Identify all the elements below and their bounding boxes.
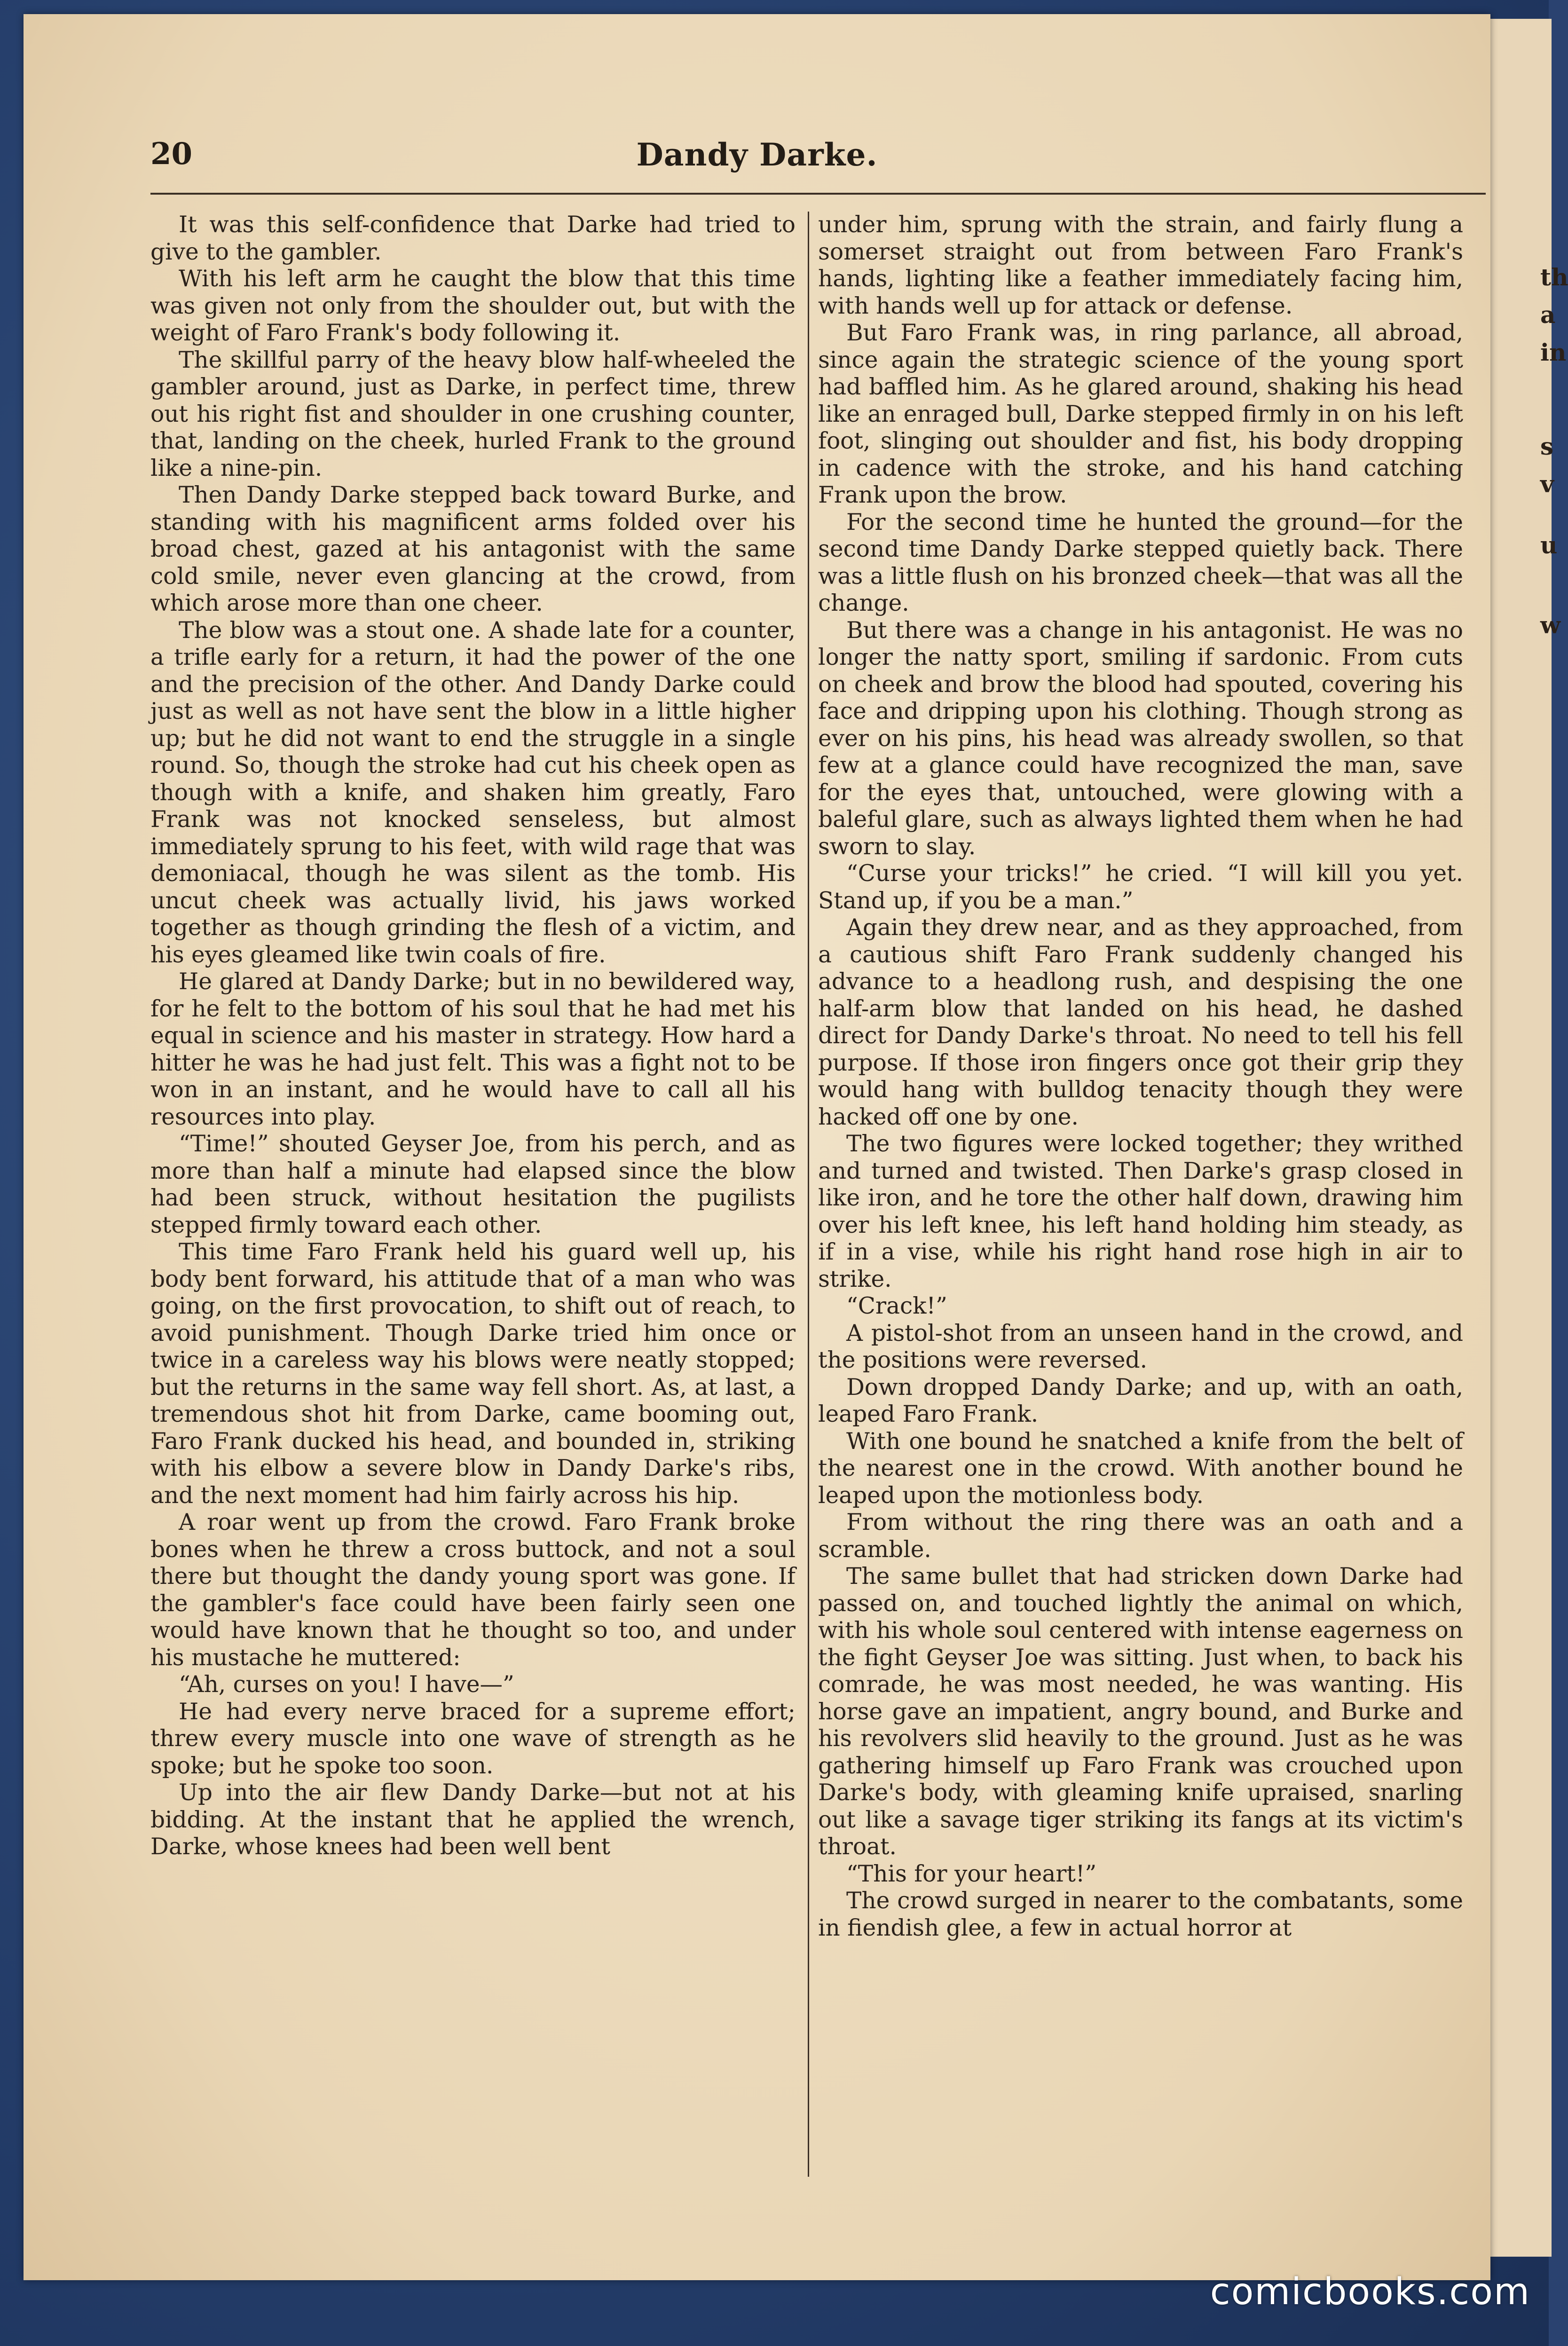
paragraph: The skillful parry of the heavy blow half-wheeled the gambler around, just as Darke, in perfect time, threw out his right fist and shoulder in one crushing counter, that, landing on the cheek, hurled Frank to the ground like a nine-pin. xyxy=(150,346,796,481)
right-column xyxy=(818,212,1463,2177)
paragraph: The two figures were locked together; they writhed and turned and twisted. Then Darke's grasp closed in like iron, and he tore the other half down, drawing him over his left knee, his left hand holding him steady, as if in a vise, while his right hand rose high in air to strike. xyxy=(818,1131,1463,1292)
adjacent-page-fragment: w xyxy=(1540,611,1561,639)
paragraph: This time Faro Frank held his guard well up, his body bent forward, his attitude that of a man who was going, on the first provocation, to shift out of reach, to avoid punishment. Though Darke tried him once or twice in a careless way his blows were neatly stopped; but the returns in the same way fell short. As, at last, a tremendous shot hit from Darke, came booming out, Faro Frank ducked his head, and bounded in, striking with his elbow a severe blow in Dandy Darke's ribs, and the next moment had him fairly across his hip. xyxy=(150,1239,796,1509)
paragraph: But Faro Frank was, in ring parlance, all abroad, since again the strategic science of the young sport had baffled him. As he glared around, shaking his head like an enraged bull, Darke stepped firmly in on his left foot, slinging out shoulder and fist, his body dropping in cadence with the stroke, and his hand catching Frank upon the brow. xyxy=(818,320,1463,508)
adjacent-page-fragment: th xyxy=(1540,263,1568,291)
paragraph: Then Dandy Darke stepped back toward Burke, and standing with his magnificent arms folded over his broad chest, gazed at his antagonist with the same cold smile, never even glancing at the crowd, from which arose more than one cheer. xyxy=(150,482,796,616)
paragraph: From without the ring there was an oath and a scramble. xyxy=(818,1509,1463,1563)
left-column xyxy=(150,212,796,2177)
paragraph: Down dropped Dandy Darke; and up, with an oath, leaped Faro Frank. xyxy=(818,1374,1463,1427)
paragraph: “Crack!” xyxy=(846,1293,947,1319)
paragraph: “Time!” shouted Geyser Joe, from his perch, and as more than half a minute had elapsed since the blow had been struck, without hesitation the pugilists stepped firmly toward each other. xyxy=(150,1131,796,1238)
paragraph: A pistol-shot from an unseen hand in the crowd, and the positions were reversed. xyxy=(818,1320,1463,1373)
adjacent-page-fragment: a xyxy=(1540,301,1556,329)
paragraph: He glared at Dandy Darke; but in no bewildered way, for he felt to the bottom of his soul that he had met his equal in science and his master in strategy. How hard a hitter he was he had just felt. This was a fight not to be won in an instant, and he would have to call all his resources into play. xyxy=(150,968,796,1130)
paragraph: But there was a change in his antagonist. He was no longer the natty sport, smiling if sardonic. From cuts on cheek and brow the blood had spouted, covering his face and dripping upon his clothing. Though strong as ever on his pins, his head was already swollen, so that few at a glance could have recognized the man, save for the eyes that, untouched, were glowing with a baleful glare, such as always lighted them when he had sworn to slay. xyxy=(818,617,1463,860)
paragraph: Again they drew near, and as they approached, from a cautious shift Faro Frank suddenly changed his advance to a headlong rush, and despising the one half-arm blow that landed on his head, he dashed direct for Dandy Darke's throat. No need to tell his fell purpose. If those iron fingers once got their grip they would hang with bulldog tenacity though they were hacked off one by one. xyxy=(818,914,1463,1130)
adjacent-page-fragment: v xyxy=(1540,470,1554,498)
paragraph: “Curse your tricks!” he cried. “I will kill you yet. Stand up, if you be a man.” xyxy=(818,860,1463,914)
paragraph: With one bound he snatched a knife from the belt of the nearest one in the crowd. With another bound he leaped upon the motionless body. xyxy=(818,1428,1463,1509)
book-page xyxy=(24,14,1490,2280)
paragraph: A roar went up from the crowd. Faro Frank broke bones when he threw a cross buttock, and not a soul there but thought the dandy young sport was gone. If the gambler's face could have been fairly seen one would have known that he thought so too, and under his mustache he muttered: xyxy=(150,1509,796,1671)
column-divider xyxy=(808,212,809,2177)
paragraph: With his left arm he caught the blow that this time was given not only from the shoulder out, but with the weight of Faro Frank's body following it. xyxy=(150,266,796,346)
page-number: 20 xyxy=(150,136,193,172)
page-header xyxy=(24,132,1490,179)
paragraph: The blow was a stout one. A shade late for a counter, a trifle early for a return, it had the power of the one and the precision of the other. And Dandy Darke could just as well as not have sent the blow in a little higher up; but he did not want to end the struggle in a single round. So, though the stroke had cut his cheek open as though with a knife, and shaken him greatly, Faro Frank was not knocked senseless, but almost immediately sprung to his feet, with wild rage that was demoniacal, though he was silent as the tomb. His uncut cheek was actually livid, his jaws worked together as though grinding the flesh of a victim, and his eyes gleamed like twin coals of fire. xyxy=(150,617,796,968)
paragraph: For the second time he hunted the ground—for the second time Dandy Darke stepped quietly back. There was a little flush on his bronzed cheek—that was all the change. xyxy=(818,509,1463,616)
paragraph-continued: under him, sprung with the strain, and fairly flung a somerset straight out from between Faro Frank's hands, lighting like a feather immediately facing him, with hands well up for attack or defense. xyxy=(818,212,1463,319)
adjacent-page-fragment: in xyxy=(1540,339,1567,366)
paragraph: “Ah, curses on you! I have—” xyxy=(179,1671,514,1698)
paragraph: It was this self-confidence that Darke had tried to give to the gambler. xyxy=(150,212,796,265)
adjacent-page-fragment: s xyxy=(1540,433,1554,460)
paragraph: “This for your heart!” xyxy=(846,1860,1097,1887)
header-rule xyxy=(150,193,1486,195)
watermark: comicbooks.com xyxy=(1210,2271,1530,2313)
adjacent-page-edge xyxy=(1481,19,1568,2257)
paragraph: The crowd surged in nearer to the combatants, some in fiendish glee, a few in actual horror at xyxy=(818,1888,1463,1941)
adjacent-page-fragment: u xyxy=(1540,531,1558,559)
running-title: Dandy Darke. xyxy=(636,136,878,173)
paragraph: Up into the air flew Dandy Darke—but not at his bidding. At the instant that he applied the wrench, Darke, whose knees had been well bent xyxy=(150,1779,796,1860)
paragraph: The same bullet that had stricken down Darke had passed on, and touched lightly the animal on which, with his whole soul centered with intense eagerness on the fight Geyser Joe was sitting. Just when, to back his comrade, he was most needed, he was wanting. His horse gave an impatient, angry bound, and Burke and his revolvers slid heavily to the ground. Just as he was gathering himself up Faro Frank was crouched upon Darke's body, with gleaming knife upraised, snarling out like a savage tiger striking its fangs at its victim's throat. xyxy=(818,1563,1463,1860)
paragraph: He had every nerve braced for a supreme effort; threw every muscle into one wave of strength as he spoke; but he spoke too soon. xyxy=(150,1698,796,1779)
